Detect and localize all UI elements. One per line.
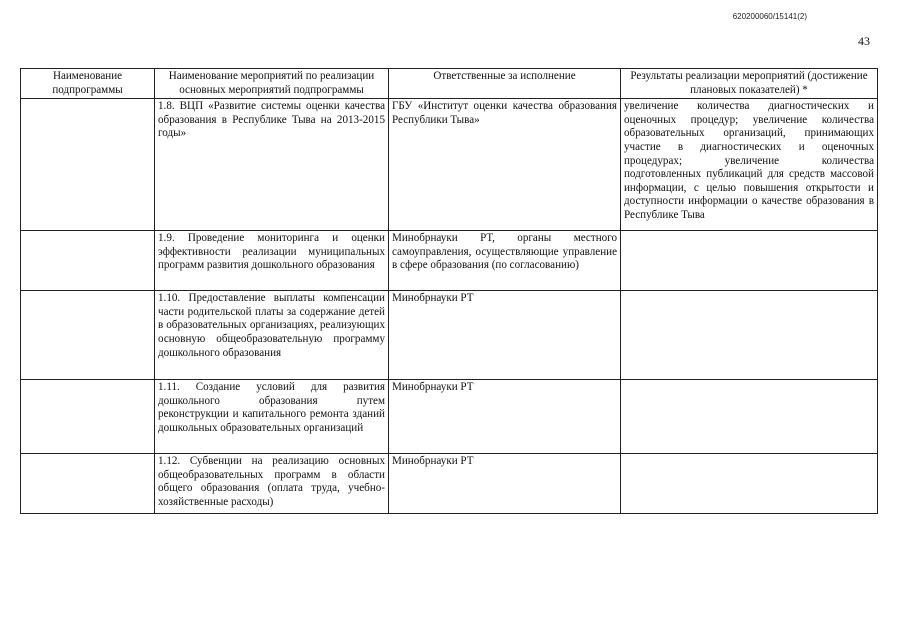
cell-responsible: Минобрнауки РТ [389,380,621,454]
cell-responsible: Минобрнауки РТ [389,454,621,514]
cell-results [621,231,878,291]
cell-activity: 1.8. ВЦП «Развитие системы оценки качества образования в Республике Тыва на 2013-2015 годы» [155,99,389,231]
cell-subprogram [21,380,155,454]
cell-subprogram [21,231,155,291]
cell-responsible: ГБУ «Институт оценки качества образования Республики Тыва» [389,99,621,231]
table-row [21,231,878,291]
document-code: 620200060/15141(2) [732,12,807,21]
header-activities: Наименование мероприятий по реализации основных мероприятий подпрограммы [155,69,389,99]
cell-results [621,454,878,514]
table-row [21,291,878,380]
header-results: Результаты реализации мероприятий (достижение плановых показателей) * [621,69,878,99]
table-row [21,99,878,231]
cell-subprogram [21,291,155,380]
header-subprogram: Наименование подпрограммы [21,69,155,99]
cell-results: увеличение количества диагностических и оценочных процедур; увеличение количества образовательных организаций, принимающих участие в диагностических и оценочных процедурах; увеличение количества подготовленных публикаций для средств массовой информации, с целью повышения открытости и доступности информации о качестве образования в Республике Тыва [621,99,878,231]
table-row [21,454,878,514]
cell-subprogram [21,454,155,514]
cell-subprogram [21,99,155,231]
cell-activity: 1.12. Субвенции на реализацию основных общеобразовательных программ в области общего образования (оплата труда, учебно-хозяйственные расходы) [155,454,389,514]
table-header-row [21,69,878,99]
cell-activity: 1.10. Предоставление выплаты компенсации части родительской платы за содержание детей в образовательных организациях, реализующих основную общеобразовательную программу дошкольного образования [155,291,389,380]
activities-table [20,68,878,514]
cell-results [621,380,878,454]
cell-results [621,291,878,380]
header-responsible: Ответственные за исполнение [389,69,621,99]
cell-responsible: Минобрнауки РТ [389,291,621,380]
table-row [21,380,878,454]
cell-activity: 1.9. Проведение мониторинга и оценки эффективности реализации муниципальных программ развития дошкольного образования [155,231,389,291]
cell-activity: 1.11. Создание условий для развития дошкольного образования путем реконструкции и капитального ремонта зданий дошкольных образовательных организаций [155,380,389,454]
cell-responsible: Минобрнауки РТ, органы местного самоуправления, осуществляющие управление в сфере образования (по согласованию) [389,231,621,291]
page-number: 43 [858,34,870,48]
